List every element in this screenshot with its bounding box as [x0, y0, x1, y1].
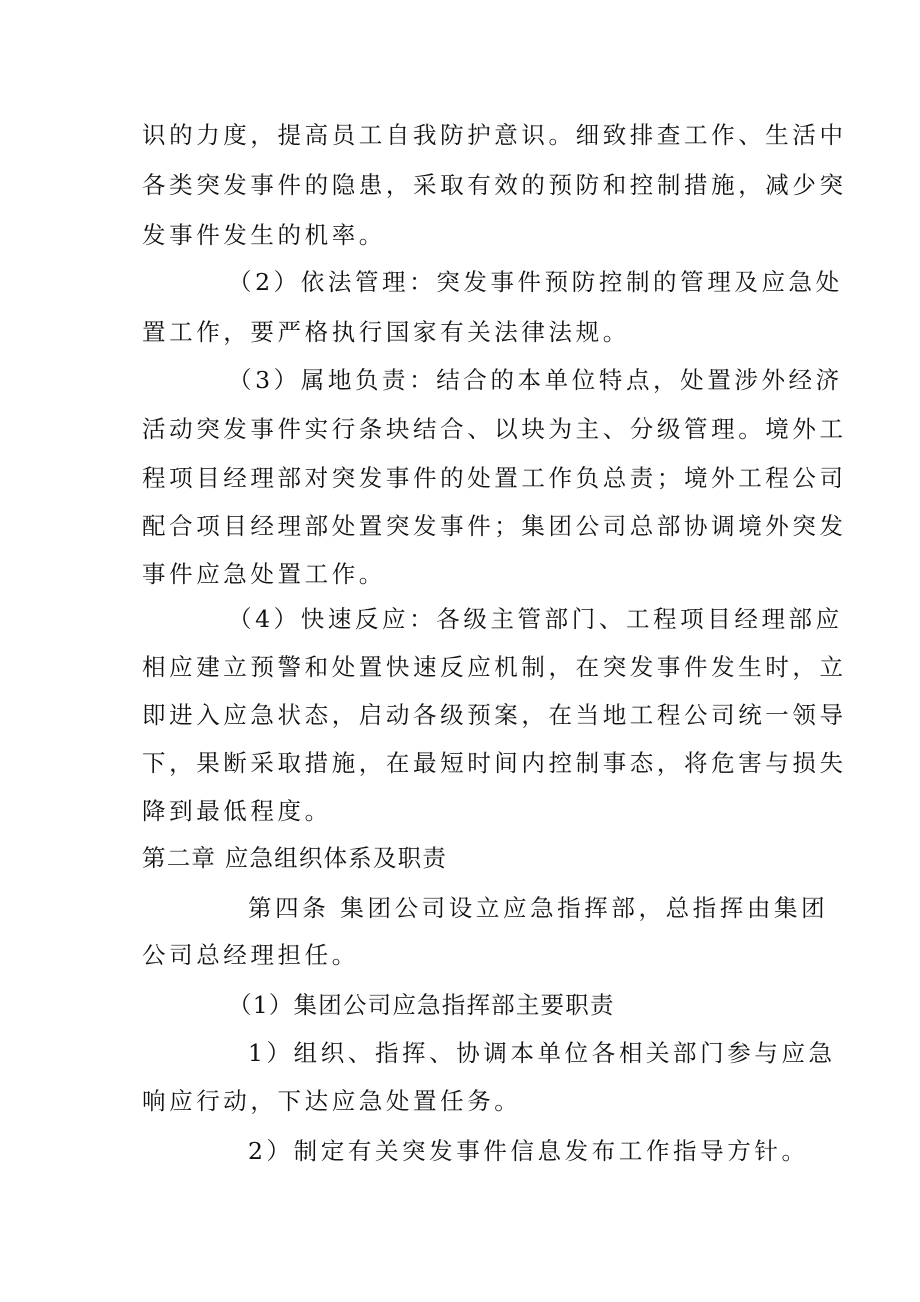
text-line: 下，果断采取措施，在最短时间内控制事态，将危害与损失 — [142, 749, 847, 777]
text-line: 第四条 集团公司设立应急指挥部，总指挥由集团 — [248, 894, 829, 922]
text-line: 识的力度，提高员工自我防护意识。细致排查工作、生活中 — [142, 121, 847, 149]
text-line: 降到最低程度。 — [142, 797, 332, 825]
text-line: 公司总经理担任。 — [142, 941, 359, 969]
text-line: （4）快速反应：各级主管部门、工程项目经理部应 — [228, 605, 843, 633]
text-line: 2）制定有关突发事件信息发布工作指导方针。 — [248, 1137, 809, 1165]
text-line: 事件应急处置工作。 — [142, 560, 386, 588]
text-line: 各类突发事件的隐患，采取有效的预防和控制措施，减少突 — [142, 171, 847, 199]
text-line: 即进入应急状态，启动各级预案，在当地工程公司统一领导 — [142, 701, 847, 729]
text-line: （3）属地负责：结合的本单位特点，处置涉外经济 — [228, 366, 843, 394]
text-line: 程项目经理部对突发事件的处置工作负总责；境外工程公司 — [142, 464, 847, 492]
text-line: （2）依法管理：突发事件预防控制的管理及应急处 — [228, 268, 843, 296]
text-line: 配合项目经理部处置突发事件；集团公司总部协调境外突发 — [142, 512, 847, 540]
chapter-heading: 第二章 应急组织体系及职责 — [142, 844, 448, 872]
text-line: 发事件发生的机率。 — [142, 221, 386, 249]
text-line: 置工作，要严格执行国家有关法律法规。 — [142, 318, 630, 346]
text-line: （1）集团公司应急指挥部主要职责 — [228, 991, 615, 1019]
text-line: 1）组织、指挥、协调本单位各相关部门参与应急 — [248, 1039, 836, 1067]
text-line: 活动突发事件实行条块结合、以块为主、分级管理。境外工 — [142, 415, 847, 443]
text-line: 响应行动，下达应急处置任务。 — [142, 1087, 522, 1115]
text-line: 相应建立预警和处置快速反应机制，在突发事件发生时，立 — [142, 653, 847, 681]
